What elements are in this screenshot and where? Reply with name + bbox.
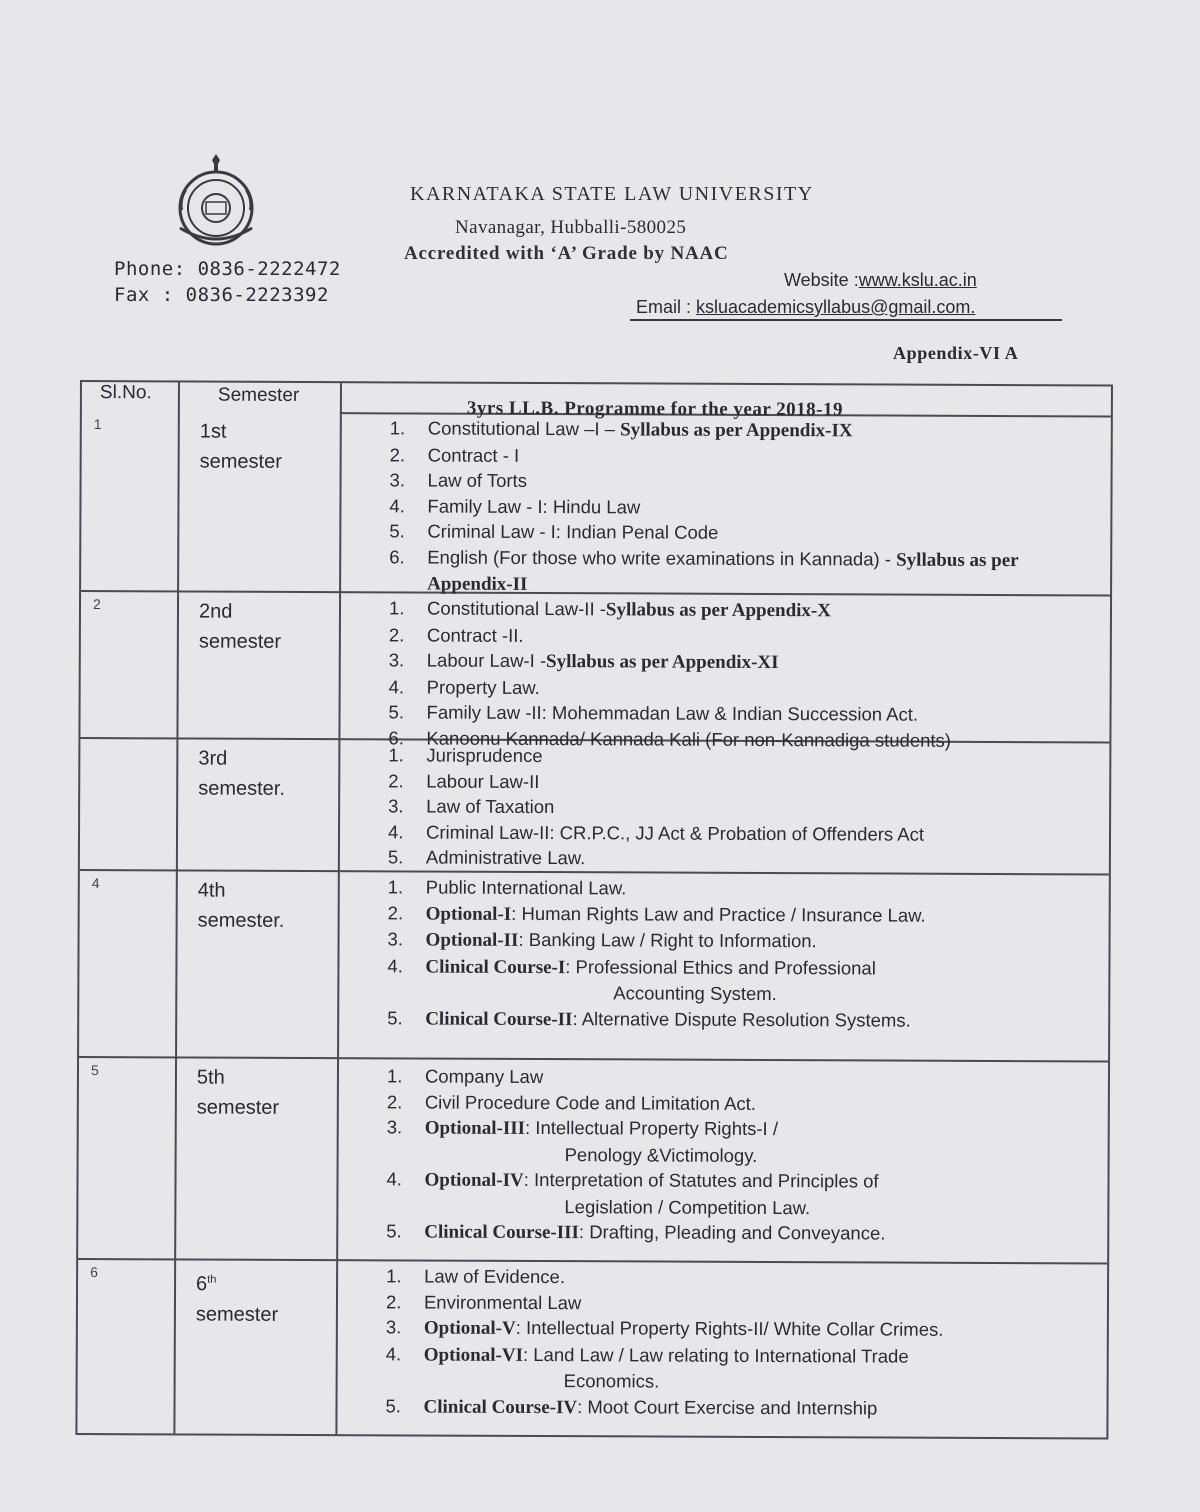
slno-cell: 2 <box>92 596 101 613</box>
semester-word: semester <box>196 1096 280 1119</box>
semester-number: 1st <box>199 420 227 443</box>
course-list <box>380 595 1098 753</box>
header-semester: Semester <box>217 384 300 406</box>
course-item: 1. Jurisprudence <box>388 744 543 767</box>
slno-cell: 4 <box>91 875 100 892</box>
semester-word: semester <box>198 630 282 653</box>
syllabus-table <box>75 380 1113 1439</box>
course-list <box>381 415 1099 600</box>
semester-cell <box>197 1063 280 1123</box>
semester-superscript: th <box>207 1273 217 1286</box>
semester-row <box>81 412 1111 594</box>
semester-number: 4th <box>197 879 226 902</box>
header-divider <box>630 319 1062 321</box>
semester-row <box>78 1058 1108 1262</box>
email-label: Email : <box>636 297 697 317</box>
course-list <box>380 742 1098 873</box>
course-item: 5. Family Law -II: Mohemmadan Law & Indian Succession Act. <box>388 701 919 725</box>
course-item: 5. Clinical Course-II: Alternative Dispute Resolution Systems. <box>387 1006 911 1031</box>
semester-cell <box>200 417 283 477</box>
course-item: 3. Labour Law-I -Syllabus as per Appendix-XI <box>388 649 779 674</box>
semester-row <box>79 871 1109 1060</box>
course-item: 2. Contract - I <box>389 443 520 466</box>
course-item: 1. Law of Evidence. <box>386 1265 566 1288</box>
course-list <box>379 874 1097 1034</box>
course-item: 2. Labour Law-II <box>388 769 540 792</box>
header-programme: 3yrs LL.B. Programme for the year 2018-19 <box>466 397 844 421</box>
course-item: 2. Optional-I: Human Rights Law and Practice / Insurance Law. <box>387 901 926 926</box>
course-item: 1. Public International Law. <box>387 876 627 899</box>
semester-word: semester <box>199 450 282 473</box>
semester-number: 5th <box>196 1066 225 1089</box>
semester-row <box>80 739 1110 873</box>
header-slno: Sl.No. <box>99 382 152 404</box>
course-item: 2. Civil Procedure Code and Limitation Act. <box>386 1090 757 1114</box>
course-item: 3. Law of Torts <box>389 469 528 491</box>
course-item: 5. Clinical Course-IV: Moot Court Exercise and Internship <box>385 1394 878 1418</box>
semester-number: 2nd <box>198 600 233 623</box>
course-item: 1. Constitutional Law –I – Syllabus as per Appendix-IX <box>389 417 853 442</box>
phone-number: Phone: 0836-2222472 <box>114 258 341 280</box>
semester-cell <box>199 597 282 657</box>
slno-cell: 1 <box>93 416 102 433</box>
course-item: 5. Clinical Course-III: Drafting, Pleading and Conveyance. <box>386 1220 886 1244</box>
semester-cell <box>198 876 285 936</box>
semester-cell <box>196 1265 279 1330</box>
website <box>784 270 977 291</box>
university-emblem-icon <box>166 150 266 250</box>
semester-word: semester. <box>197 909 285 932</box>
semester-word: semester <box>195 1303 279 1326</box>
semester-number: 3rd <box>198 747 228 770</box>
semester-cell <box>198 744 285 804</box>
course-item: 4. Property Law. <box>388 675 540 698</box>
website-label: Website : <box>784 270 859 290</box>
course-item: 4. Optional-IV: Interpretation of Statutes and Principles of Legislation / Competition Law. <box>386 1168 879 1218</box>
slno-cell: 6 <box>90 1264 98 1281</box>
appendix-label: Appendix-VI A <box>893 343 1019 363</box>
fax-number: Fax : 0836-2223392 <box>114 284 329 306</box>
course-item: 4. Clinical Course-I: Professional Ethics and Professional Accounting System. <box>387 954 876 1005</box>
course-item: 6. Kanoonu Kannada/ Kannada Kali (For non-Kannadiga students) <box>388 726 952 751</box>
website-link[interactable]: www.kslu.ac.in <box>858 270 977 290</box>
course-item: 4. Family Law - I: Hindu Law <box>389 494 641 517</box>
semester-number: 6 <box>196 1273 208 1296</box>
semester-word: semester. <box>198 777 285 800</box>
accreditation: Accredited with ‘A’ Grade by NAAC <box>404 243 729 264</box>
course-item: 5. Administrative Law. <box>387 846 586 869</box>
semester-row <box>80 592 1110 751</box>
course-list <box>377 1263 1095 1422</box>
course-item: 1. Constitutional Law-II -Syllabus as per Appendix-X <box>388 597 832 622</box>
course-item: 4. Optional-VI: Land Law / Law relating to International Trade Economics. <box>385 1342 909 1392</box>
course-item: 2. Environmental Law <box>385 1290 582 1313</box>
university-address: Navanagar, Hubballi-580025 <box>455 217 687 238</box>
university-name: KARNATAKA STATE LAW UNIVERSITY <box>410 183 814 205</box>
semester-row <box>77 1260 1107 1439</box>
slno-cell: 5 <box>90 1062 99 1079</box>
course-item: 4. Criminal Law-II: CR.P.C., JJ Act & Probation of Offenders Act <box>387 820 925 845</box>
course-list <box>378 1063 1096 1248</box>
course-item: 1. Company Law <box>386 1065 544 1088</box>
course-item: 5. Criminal Law - I: Indian Penal Code <box>389 520 719 543</box>
email-link[interactable]: ksluacademicsyllabus@gmail.com. <box>696 297 976 317</box>
course-item: 2. Contract -II. <box>388 623 524 646</box>
email <box>636 297 975 318</box>
course-item: 3. Optional-V: Intellectual Property Rights-II/ White Collar Crimes. <box>385 1316 944 1340</box>
course-item: 3. Optional-III: Intellectual Property Rights-I / Penology &Victimology. <box>386 1116 779 1166</box>
course-item: 3. Optional-II: Banking Law / Right to Information. <box>387 928 817 952</box>
course-item: 3. Law of Taxation <box>388 795 555 818</box>
course-item: 6. English (For those who write examinations in Kannada) - Syllabus as per Appendix-II <box>389 545 1019 595</box>
